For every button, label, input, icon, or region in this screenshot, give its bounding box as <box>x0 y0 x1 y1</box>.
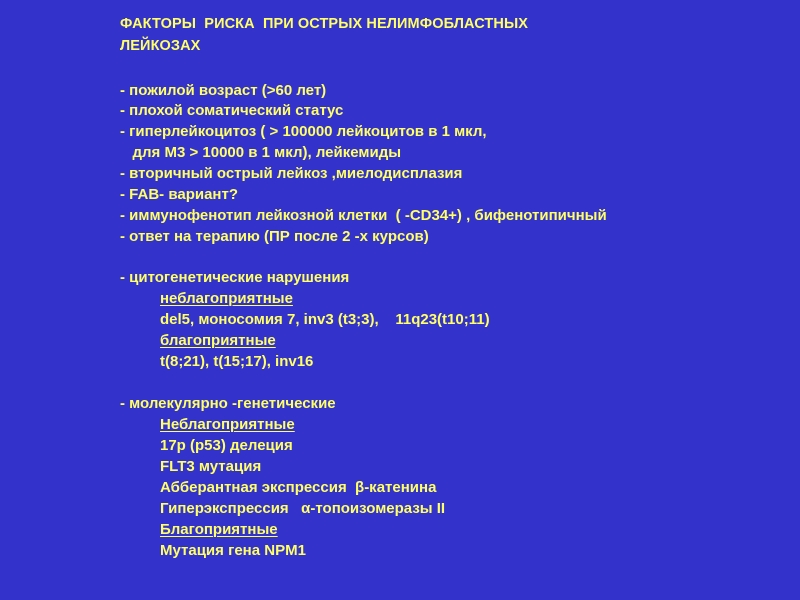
factor-item: - иммунофенотип лейкозной клетки ( -CD34+) , бифенотипичный <box>120 207 607 224</box>
factor-item: - гиперлейкоцитоз ( > 100000 лейкоцитов в 1 мкл, <box>120 123 487 140</box>
slide-title-line-1: ФАКТОРЫ РИСКА ПРИ ОСТРЫХ НЕЛИМФОБЛАСТНЫХ <box>120 16 529 32</box>
factor-item: - плохой соматический статус <box>120 102 344 119</box>
molecular-favorable-item: Мутация гена NPM1 <box>160 542 306 559</box>
factor-item: - вторичный острый лейкоз ,миелодисплазия <box>120 165 463 182</box>
molecular-unfavorable-item: Абберантная экспрессия β-катенина <box>160 479 437 496</box>
molecular-heading: - молекулярно -генетические <box>120 395 336 412</box>
slide-title-line-2: ЛЕЙКОЗАХ <box>120 38 201 54</box>
molecular-unfavorable-item: FLT3 мутация <box>160 458 262 475</box>
molecular-unfavorable-label: Неблагоприятные <box>160 416 295 433</box>
factor-item: - пожилой возраст (>60 лет) <box>120 82 327 99</box>
molecular-unfavorable-item: 17p (p53) делеция <box>160 437 293 454</box>
factor-item: для М3 > 10000 в 1 мкл), лейкемиды <box>120 144 402 161</box>
cytogenetic-favorable-items: t(8;21), t(15;17), inv16 <box>160 353 314 370</box>
cytogenetic-heading: - цитогенетические нарушения <box>120 269 350 286</box>
molecular-unfavorable-item: Гиперэкспрессия α-топоизомеразы II <box>160 500 446 517</box>
factor-item: - ответ на терапию (ПР после 2 -х курсов) <box>120 228 429 245</box>
cytogenetic-favorable-label: благоприятные <box>160 332 276 349</box>
factor-item: - FAB- вариант? <box>120 186 238 203</box>
cytogenetic-unfavorable-label: неблагоприятные <box>160 290 293 307</box>
molecular-favorable-label: Благоприятные <box>160 521 278 538</box>
cytogenetic-unfavorable-items: del5, моносомия 7, inv3 (t3;3), 11q23(t10;11) <box>160 311 490 328</box>
